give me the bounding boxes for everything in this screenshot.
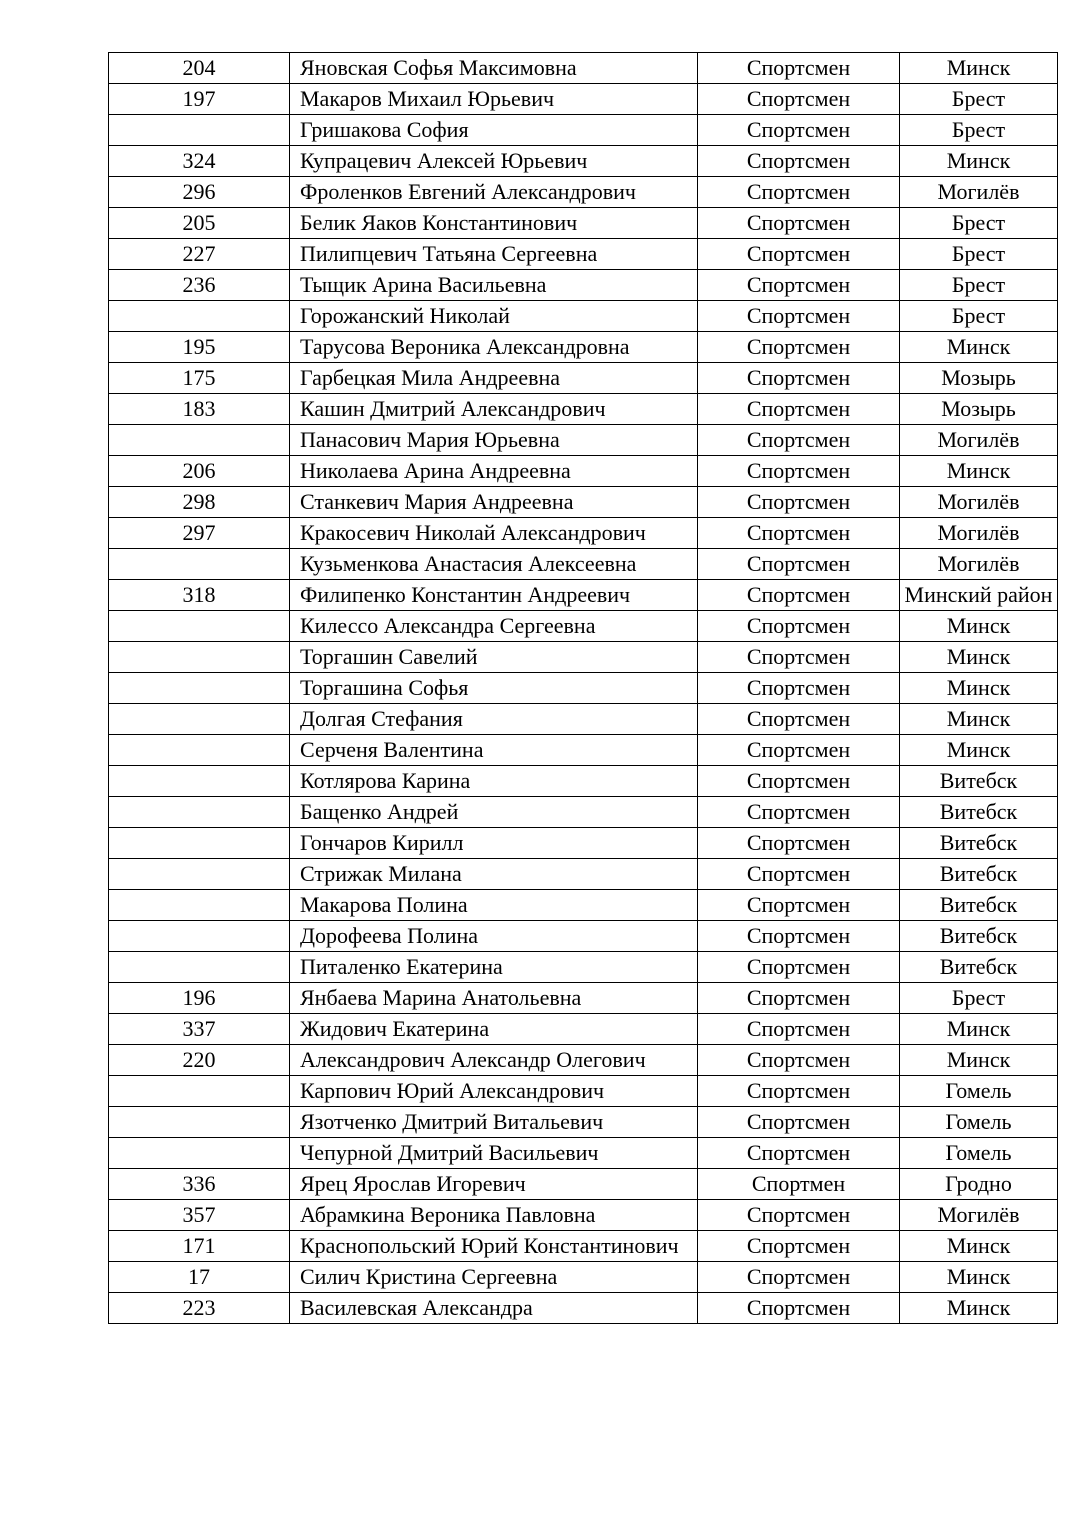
participant-number-cell — [109, 952, 290, 983]
participant-role-cell: Спортсмен — [698, 983, 900, 1014]
participant-city-cell: Брест — [900, 208, 1058, 239]
participant-name-cell: Бащенко Андрей — [290, 797, 698, 828]
table-row — [109, 1045, 1058, 1076]
participant-name-cell: Жидович Екатерина — [290, 1014, 698, 1045]
participant-number-cell — [109, 797, 290, 828]
participant-number-cell — [109, 735, 290, 766]
participant-role-cell: Спортсмен — [698, 828, 900, 859]
participant-number-cell — [109, 890, 290, 921]
participant-role-cell: Спортсмен — [698, 1200, 900, 1231]
participant-name-cell: Кашин Дмитрий Александрович — [290, 394, 698, 425]
participant-role-cell: Спортсмен — [698, 84, 900, 115]
participant-role-cell: Спортсмен — [698, 1293, 900, 1324]
participant-name-cell: Стрижак Милана — [290, 859, 698, 890]
participant-name-cell: Пилипцевич Татьяна Сергеевна — [290, 239, 698, 270]
participant-number-cell — [109, 859, 290, 890]
participant-name-cell: Абрамкина Вероника Павловна — [290, 1200, 698, 1231]
participant-number-cell — [109, 921, 290, 952]
participant-number-cell — [109, 1138, 290, 1169]
participant-role-cell: Спортсмен — [698, 301, 900, 332]
participant-role-cell: Спортсмен — [698, 921, 900, 952]
participant-number-cell — [109, 766, 290, 797]
table-row — [109, 456, 1058, 487]
participant-city-cell: Минск — [900, 611, 1058, 642]
participant-city-cell: Могилёв — [900, 1200, 1058, 1231]
participant-name-cell: Кузьменкова Анастасия Алексеевна — [290, 549, 698, 580]
participant-city-cell: Минск — [900, 642, 1058, 673]
table-row — [109, 1138, 1058, 1169]
participant-city-cell: Минск — [900, 1293, 1058, 1324]
participant-name-cell: Кракосевич Николай Александрович — [290, 518, 698, 549]
participant-number-cell — [109, 828, 290, 859]
table-row — [109, 487, 1058, 518]
participant-role-cell: Спортсмен — [698, 115, 900, 146]
participant-number-cell: 196 — [109, 983, 290, 1014]
participant-role-cell: Спортсмен — [698, 704, 900, 735]
participant-name-cell: Филипенко Константин Андреевич — [290, 580, 698, 611]
participant-role-cell: Спортсмен — [698, 580, 900, 611]
participant-city-cell: Минск — [900, 1045, 1058, 1076]
participant-number-cell: 296 — [109, 177, 290, 208]
participant-name-cell: Гришакова София — [290, 115, 698, 146]
participant-number-cell — [109, 673, 290, 704]
participant-city-cell: Витебск — [900, 859, 1058, 890]
table-row — [109, 332, 1058, 363]
participant-number-cell: 17 — [109, 1262, 290, 1293]
table-row — [109, 952, 1058, 983]
participant-role-cell: Спортсмен — [698, 797, 900, 828]
participant-name-cell: Станкевич Мария Андреевна — [290, 487, 698, 518]
participant-city-cell: Могилёв — [900, 177, 1058, 208]
table-row — [109, 1200, 1058, 1231]
participant-number-cell: 318 — [109, 580, 290, 611]
participant-city-cell: Гомель — [900, 1076, 1058, 1107]
participant-name-cell: Питаленко Екатерина — [290, 952, 698, 983]
participant-name-cell: Карпович Юрий Александрович — [290, 1076, 698, 1107]
participant-city-cell: Минск — [900, 735, 1058, 766]
participant-city-cell: Минск — [900, 332, 1058, 363]
participant-role-cell: Спортсмен — [698, 363, 900, 394]
table-row — [109, 921, 1058, 952]
table-row — [109, 239, 1058, 270]
participant-city-cell: Брест — [900, 239, 1058, 270]
participant-role-cell: Спортсмен — [698, 1262, 900, 1293]
participant-city-cell: Минск — [900, 1231, 1058, 1262]
participant-name-cell: Дорофеева Полина — [290, 921, 698, 952]
participant-number-cell — [109, 642, 290, 673]
participant-name-cell: Василевская Александра — [290, 1293, 698, 1324]
participant-role-cell: Спортсмен — [698, 146, 900, 177]
participant-name-cell: Купрацевич Алексей Юрьевич — [290, 146, 698, 177]
table-row — [109, 642, 1058, 673]
participant-number-cell: 183 — [109, 394, 290, 425]
participant-city-cell: Брест — [900, 270, 1058, 301]
table-row — [109, 1076, 1058, 1107]
participant-name-cell: Горожанский Николай — [290, 301, 698, 332]
participant-name-cell: Краснопольский Юрий Константинович — [290, 1231, 698, 1262]
participant-role-cell: Спортсмен — [698, 332, 900, 363]
participant-role-cell: Спортсмен — [698, 1231, 900, 1262]
table-row — [109, 301, 1058, 332]
table-row — [109, 1169, 1058, 1200]
participant-number-cell — [109, 1076, 290, 1107]
participant-number-cell: 175 — [109, 363, 290, 394]
participant-name-cell: Тарусова Вероника Александровна — [290, 332, 698, 363]
participant-number-cell: 227 — [109, 239, 290, 270]
table-row — [109, 735, 1058, 766]
table-row — [109, 704, 1058, 735]
participant-role-cell: Спортсмен — [698, 456, 900, 487]
table-row — [109, 983, 1058, 1014]
table-row — [109, 611, 1058, 642]
table-row — [109, 53, 1058, 84]
participant-city-cell: Витебск — [900, 766, 1058, 797]
table-row — [109, 673, 1058, 704]
participant-number-cell: 324 — [109, 146, 290, 177]
table-row — [109, 797, 1058, 828]
document-page — [108, 52, 1058, 1324]
participant-role-cell: Спортсмен — [698, 1076, 900, 1107]
participant-number-cell — [109, 549, 290, 580]
participant-role-cell: Спортсмен — [698, 53, 900, 84]
participants-table — [108, 52, 1058, 1324]
participant-role-cell: Спортсмен — [698, 611, 900, 642]
participant-name-cell: Котлярова Карина — [290, 766, 698, 797]
participant-number-cell: 204 — [109, 53, 290, 84]
participant-city-cell: Брест — [900, 84, 1058, 115]
participant-city-cell: Минск — [900, 1262, 1058, 1293]
participants-table-body — [109, 53, 1058, 1324]
participant-number-cell — [109, 301, 290, 332]
participant-name-cell: Килессо Александра Сергеевна — [290, 611, 698, 642]
participant-number-cell: 236 — [109, 270, 290, 301]
participant-name-cell: Язотченко Дмитрий Витальевич — [290, 1107, 698, 1138]
participant-role-cell: Спортсмен — [698, 1138, 900, 1169]
participant-number-cell: 206 — [109, 456, 290, 487]
participant-city-cell: Брест — [900, 301, 1058, 332]
table-row — [109, 580, 1058, 611]
participant-number-cell: 171 — [109, 1231, 290, 1262]
participant-name-cell: Белик Яаков Константинович — [290, 208, 698, 239]
participant-role-cell: Спортмен — [698, 1169, 900, 1200]
participant-role-cell: Спортсмен — [698, 549, 900, 580]
participant-city-cell: Мозырь — [900, 363, 1058, 394]
participant-role-cell: Спортсмен — [698, 642, 900, 673]
participant-name-cell: Ярец Ярослав Игоревич — [290, 1169, 698, 1200]
participant-role-cell: Спортсмен — [698, 487, 900, 518]
table-row — [109, 394, 1058, 425]
participant-role-cell: Спортсмен — [698, 239, 900, 270]
participant-name-cell: Макаров Михаил Юрьевич — [290, 84, 698, 115]
participant-name-cell: Торгашин Савелий — [290, 642, 698, 673]
participant-city-cell: Гродно — [900, 1169, 1058, 1200]
table-row — [109, 270, 1058, 301]
participant-role-cell: Спортсмен — [698, 735, 900, 766]
participant-number-cell: 223 — [109, 1293, 290, 1324]
participant-number-cell: 197 — [109, 84, 290, 115]
participant-number-cell: 298 — [109, 487, 290, 518]
participant-name-cell: Яновская Софья Максимовна — [290, 53, 698, 84]
participant-city-cell: Витебск — [900, 828, 1058, 859]
participant-role-cell: Спортсмен — [698, 1107, 900, 1138]
participant-role-cell: Спортсмен — [698, 673, 900, 704]
participant-number-cell: 195 — [109, 332, 290, 363]
participant-number-cell — [109, 704, 290, 735]
participant-name-cell: Александрович Александр Олегович — [290, 1045, 698, 1076]
table-row — [109, 177, 1058, 208]
participant-number-cell: 357 — [109, 1200, 290, 1231]
participant-city-cell: Могилёв — [900, 549, 1058, 580]
table-row — [109, 1262, 1058, 1293]
participant-city-cell: Минск — [900, 53, 1058, 84]
participant-number-cell: 220 — [109, 1045, 290, 1076]
table-row — [109, 84, 1058, 115]
table-row — [109, 115, 1058, 146]
participant-role-cell: Спортсмен — [698, 177, 900, 208]
participant-city-cell: Минск — [900, 456, 1058, 487]
participant-city-cell: Могилёв — [900, 487, 1058, 518]
participant-name-cell: Панасович Мария Юрьевна — [290, 425, 698, 456]
participant-city-cell: Гомель — [900, 1107, 1058, 1138]
participant-number-cell — [109, 115, 290, 146]
participant-name-cell: Гарбецкая Мила Андреевна — [290, 363, 698, 394]
participant-role-cell: Спортсмен — [698, 890, 900, 921]
participant-name-cell: Янбаева Марина Анатольевна — [290, 983, 698, 1014]
participant-role-cell: Спортсмен — [698, 1014, 900, 1045]
participant-city-cell: Могилёв — [900, 425, 1058, 456]
participant-name-cell: Серченя Валентина — [290, 735, 698, 766]
participant-name-cell: Макарова Полина — [290, 890, 698, 921]
participant-number-cell: 337 — [109, 1014, 290, 1045]
participant-role-cell: Спортсмен — [698, 425, 900, 456]
participant-role-cell: Спортсмен — [698, 766, 900, 797]
table-row — [109, 549, 1058, 580]
participant-city-cell: Брест — [900, 115, 1058, 146]
participant-city-cell: Минск — [900, 146, 1058, 177]
participant-city-cell: Гомель — [900, 1138, 1058, 1169]
participant-name-cell: Николаева Арина Андреевна — [290, 456, 698, 487]
participant-city-cell: Мозырь — [900, 394, 1058, 425]
table-row — [109, 208, 1058, 239]
table-row — [109, 518, 1058, 549]
participant-city-cell: Минск — [900, 704, 1058, 735]
participant-city-cell: Витебск — [900, 921, 1058, 952]
participant-city-cell: Витебск — [900, 890, 1058, 921]
participant-city-cell: Могилёв — [900, 518, 1058, 549]
participant-role-cell: Спортсмен — [698, 859, 900, 890]
participant-name-cell: Силич Кристина Сергеевна — [290, 1262, 698, 1293]
participant-role-cell: Спортсмен — [698, 952, 900, 983]
participant-role-cell: Спортсмен — [698, 270, 900, 301]
table-row — [109, 859, 1058, 890]
participant-role-cell: Спортсмен — [698, 518, 900, 549]
table-row — [109, 363, 1058, 394]
participant-number-cell: 336 — [109, 1169, 290, 1200]
participant-name-cell: Долгая Стефания — [290, 704, 698, 735]
table-row — [109, 425, 1058, 456]
participant-name-cell: Тыщик Арина Васильевна — [290, 270, 698, 301]
participant-name-cell: Фроленков Евгений Александрович — [290, 177, 698, 208]
table-row — [109, 1231, 1058, 1262]
participant-name-cell: Чепурной Дмитрий Васильевич — [290, 1138, 698, 1169]
participant-city-cell: Витебск — [900, 797, 1058, 828]
table-row — [109, 146, 1058, 177]
participant-number-cell — [109, 1107, 290, 1138]
table-row — [109, 828, 1058, 859]
participant-city-cell: Минск — [900, 673, 1058, 704]
participant-number-cell: 205 — [109, 208, 290, 239]
participant-name-cell: Торгашина Софья — [290, 673, 698, 704]
participant-number-cell — [109, 611, 290, 642]
participant-name-cell: Гончаров Кирилл — [290, 828, 698, 859]
participant-city-cell: Минский район — [900, 580, 1058, 611]
participant-role-cell: Спортсмен — [698, 394, 900, 425]
participant-city-cell: Витебск — [900, 952, 1058, 983]
table-row — [109, 890, 1058, 921]
participant-role-cell: Спортсмен — [698, 208, 900, 239]
table-row — [109, 1014, 1058, 1045]
table-row — [109, 1107, 1058, 1138]
participant-city-cell: Минск — [900, 1014, 1058, 1045]
participant-number-cell — [109, 425, 290, 456]
table-row — [109, 766, 1058, 797]
participant-role-cell: Спортсмен — [698, 1045, 900, 1076]
participant-number-cell: 297 — [109, 518, 290, 549]
table-row — [109, 1293, 1058, 1324]
participant-city-cell: Брест — [900, 983, 1058, 1014]
